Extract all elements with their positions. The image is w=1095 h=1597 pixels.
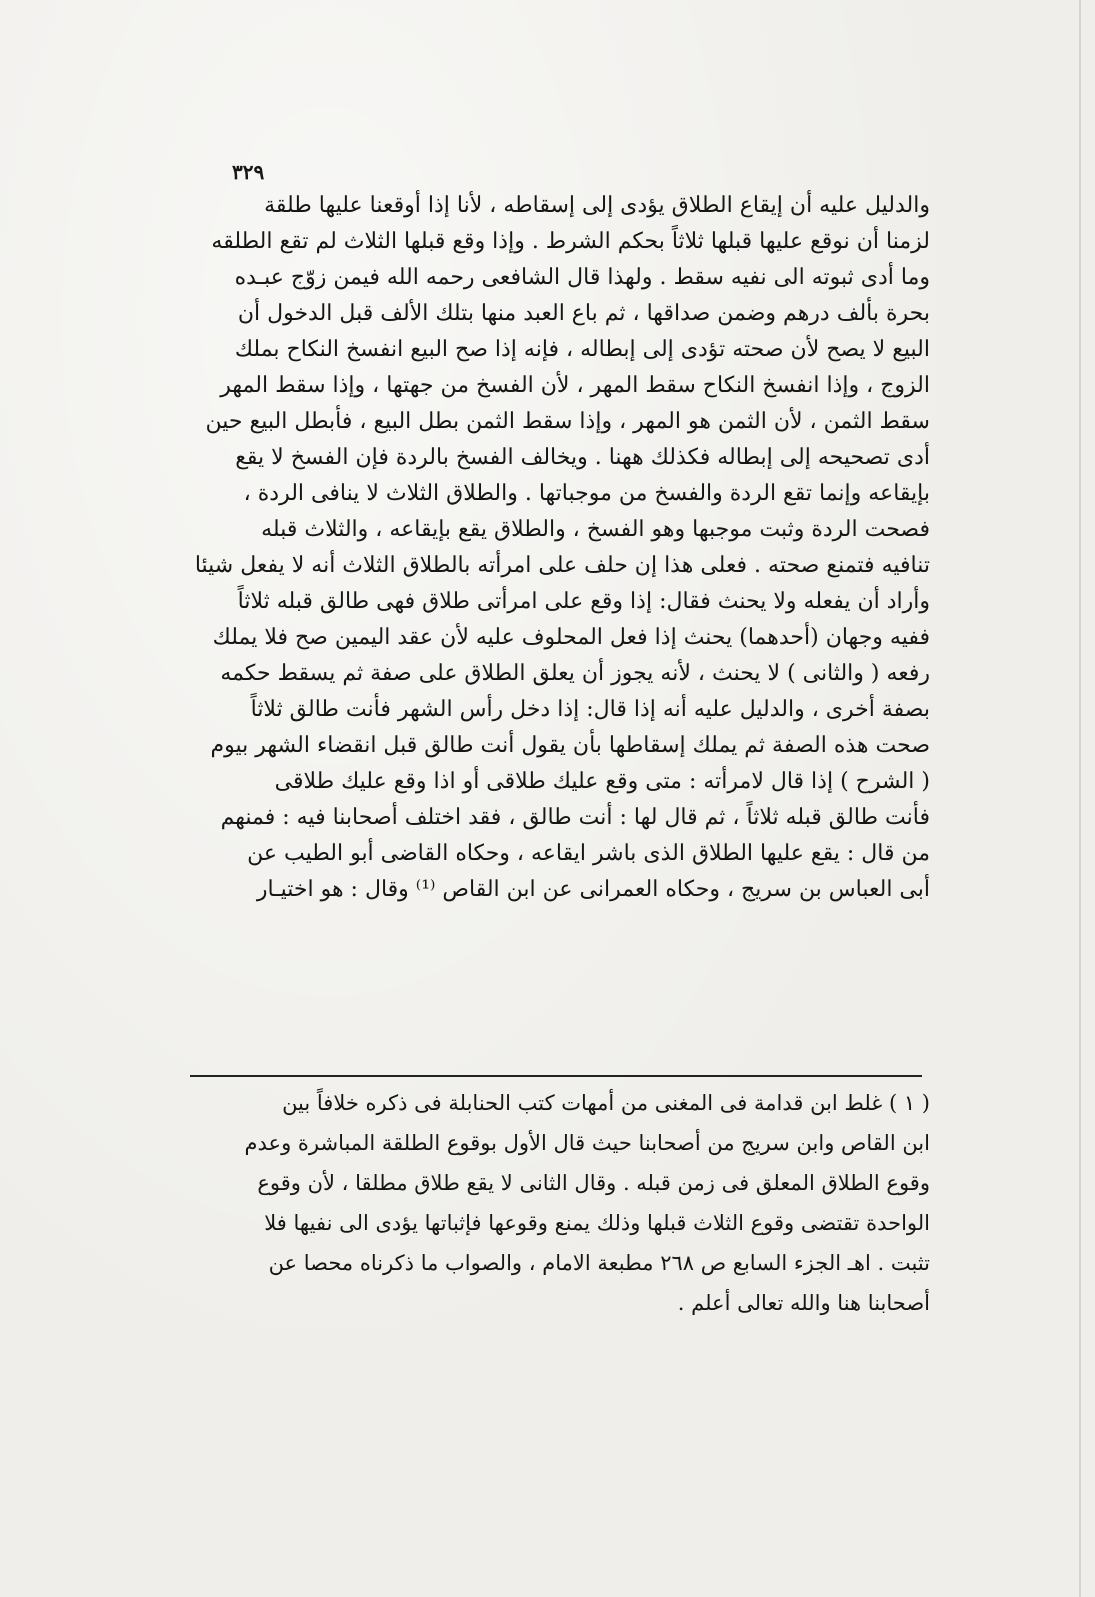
page-number: ٣٢٩ [232, 160, 265, 184]
page-fold-shadow [1079, 0, 1081, 1597]
text-line: ( الشرح ) إذا قال لامرأته : متى وقع عليك طلاقى أو اذا وقع عليك طلاقى [274, 769, 930, 794]
text-line: فأنت طالق قبله ثلاثاً ، ثم قال لها : أنت طالق ، فقد اختلف أصحابنا فيه : فمنهم [220, 805, 930, 830]
footnote-line: ابن القاص وابن سريج من أصحابنا حيث قال الأول بوقوع الطلقة المباشرة وعدم [244, 1131, 930, 1155]
text-line: لزمنا أن نوقع عليها قبلها ثلاثاً بحكم الشرط . وإذا وقع قبلها الثلاث لم تقع الطلقه [211, 229, 930, 254]
footnote-line: تثبت . اهـ الجزء السابع ص ٢٦٨ مطبعة الامام ، والصواب ما ذكرناه محصا عن [268, 1251, 930, 1275]
text-line: سقط الثمن ، لأن الثمن هو المهر ، وإذا سقط الثمن بطل البيع ، فأبطل البيع حين [205, 409, 930, 434]
text-line: تنافيه فتمنع صحته . فعلى هذا إن حلف على امرأته بالطلاق الثلاث أنه لا يفعل شيئا [194, 553, 930, 578]
text-line: أدى تصحيحه إلى إبطاله فكذلك ههنا . ويخالف الفسخ بالردة فإن الفسخ لا يقع [235, 445, 930, 470]
text-line: أبى العباس بن سريج ، وحكاه العمرانى عن ابن القاص ⁽¹⁾ وقال : هو اختيـار [256, 877, 930, 902]
footnote-line: الواحدة تقتضى وقوع الثلاث قبلها وذلك يمنع وقوعها فإثباتها يؤدى الى نفيها فلا [264, 1211, 930, 1235]
text-line: بصفة أخرى ، والدليل عليه أنه إذا قال: إذا دخل رأس الشهر فأنت طالق ثلاثاً [250, 697, 930, 722]
text-line: فصحت الردة وثبت موجبها وهو الفسخ ، والطلاق يقع بإيقاعه ، والثلاث قبله [261, 517, 930, 542]
text-line: والدليل عليه أن إيقاع الطلاق يؤدى إلى إسقاطه ، لأنا إذا أوقعنا عليها طلقة [264, 193, 930, 218]
text-line: بحرة بألف درهم وضمن صداقها ، ثم باع العبد منها بتلك الألف قبل الدخول أن [237, 301, 930, 326]
text-line: بإيقاعه وإنما تقع الردة والفسخ من موجباتها . والطلاق الثلاث لا ينافى الردة ، [243, 481, 930, 506]
footnote-line: ( ١ ) غلط ابن قدامة فى المغنى من أمهات كتب الحنابلة فى ذكره خلافاً بين [282, 1091, 930, 1115]
text-line: البيع لا يصح لأن صحته تؤدى إلى إبطاله ، فإنه إذا صح البيع انفسخ النكاح بملك [234, 337, 930, 362]
footnotes [190, 1083, 930, 1323]
footnote-line: وقوع الطلاق المعلق فى زمن قبله . وقال الثانى لا يقع طلاق مطلقا ، لأن وقوع [257, 1171, 930, 1195]
footnote-separator [190, 1075, 922, 1077]
text-line: وما أدى ثبوته الى نفيه سقط . ولهذا قال الشافعى رحمه الله فيمن زوّج عبـده [234, 265, 930, 290]
text-line: رفعه ( والثانى ) لا يحنث ، لأنه يجوز أن يعلق الطلاق على صفة ثم يسقط حكمه [220, 661, 930, 686]
text-line: صحت هذه الصفة ثم يملك إسقاطها بأن يقول أنت طالق قبل انقضاء الشهر بيوم [210, 733, 930, 758]
main-text [190, 188, 930, 908]
text-line: الزوج ، وإذا انفسخ النكاح سقط المهر ، لأن الفسخ من جهتها ، وإذا سقط المهر [220, 373, 930, 398]
footnote-line: أصحابنا هنا والله تعالى أعلم . [677, 1291, 930, 1315]
text-line: وأراد أن يفعله ولا يحنث فقال: إذا وقع على امرأتى طلاق فهى طالق قبله ثلاثاً [237, 589, 930, 614]
text-line: ففيه وجهان (أحدهما) يحنث إذا فعل المحلوف عليه لأن عقد اليمين صح فلا يملك [212, 625, 930, 650]
text-line: من قال : يقع عليها الطلاق الذى باشر ايقاعه ، وحكاه القاضى أبو الطيب عن [247, 841, 930, 866]
